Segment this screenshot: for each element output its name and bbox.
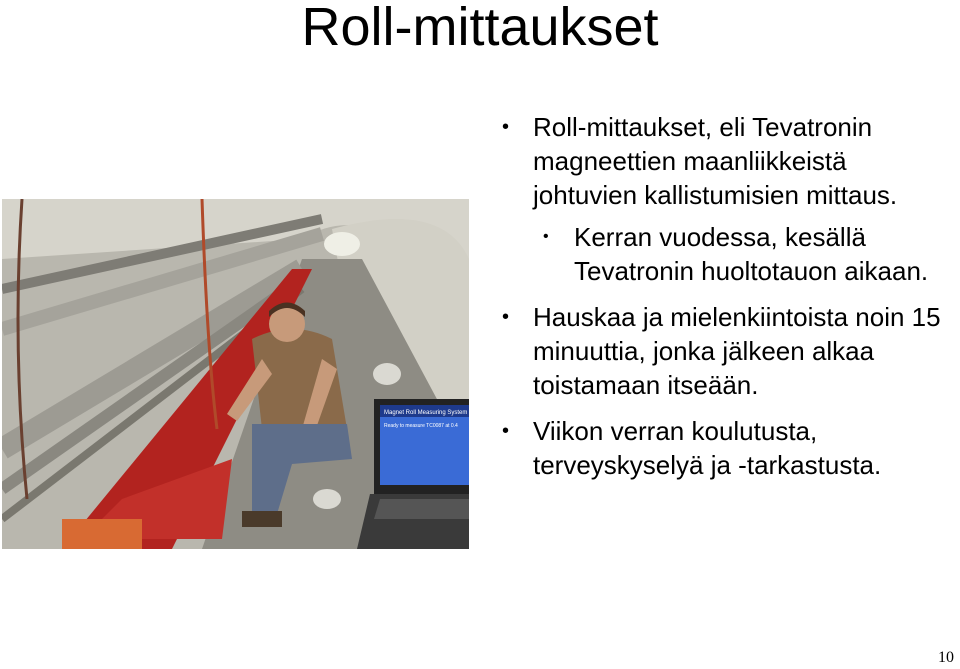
bullet-dot: • xyxy=(502,420,510,442)
slide-title: Roll-mittaukset xyxy=(301,0,659,57)
bullet-item-3 xyxy=(502,414,954,482)
bullet-text: Viikon verran koulutusta, terveyskyselyä ja -tarkastusta. xyxy=(533,416,882,480)
slide-number: 10 xyxy=(938,649,954,666)
bullet-text: Roll-mittaukset, eli Tevatronin magneettien maanliikkeistä johtuvien kallistumisien mittaus. xyxy=(533,112,898,210)
sub-bullet-text: Kerran vuodessa, kesällä Tevatronin huoltotauon aikaan. xyxy=(574,222,929,286)
laptop-screen-title: Magnet Roll Measuring System xyxy=(384,410,468,416)
bullet-dot: • xyxy=(502,306,510,328)
laptop-screen-line: Ready to measure TC0087 at 0.4 xyxy=(384,423,458,429)
tunnel-photo xyxy=(2,199,469,549)
sub-bullet-item-1 xyxy=(502,220,954,288)
bullet-item-2 xyxy=(502,300,954,402)
bullet-item-1 xyxy=(502,110,954,212)
bullet-dot: • xyxy=(502,116,510,138)
sub-bullet-dot: • xyxy=(543,228,549,245)
bullet-text: Hauskaa ja mielenkiintoista noin 15 minuuttia, jonka jälkeen alkaa toistamaan itseään. xyxy=(533,302,941,400)
bullet-list xyxy=(502,110,954,482)
